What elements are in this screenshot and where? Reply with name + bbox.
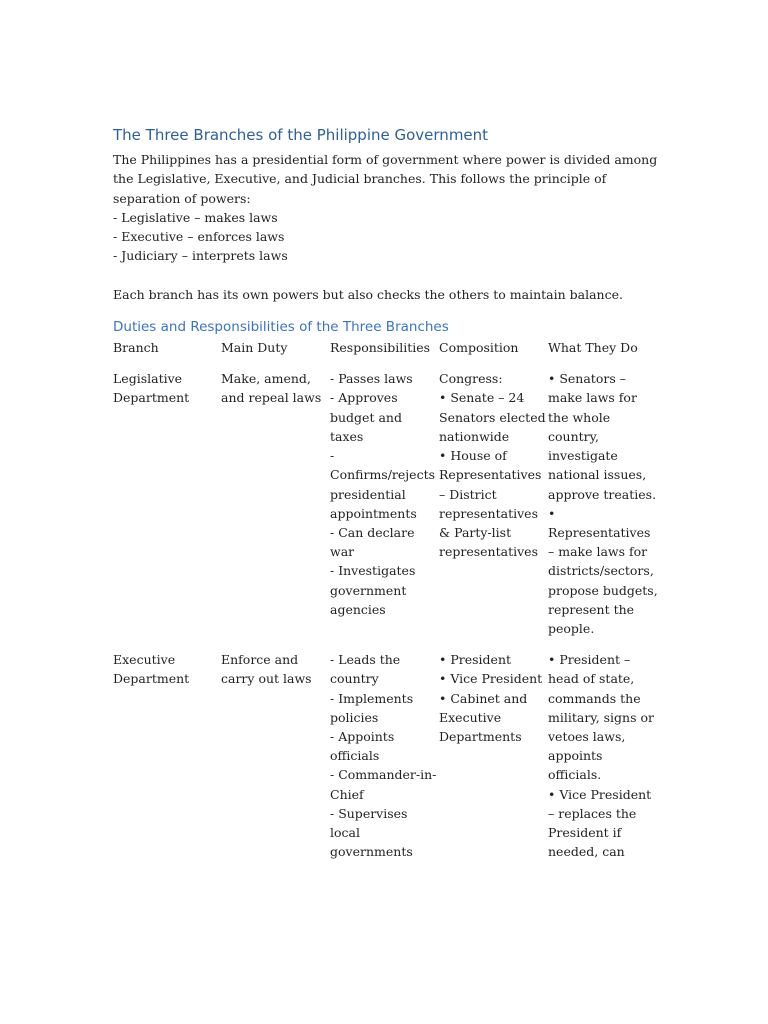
intro-paragraph [113, 150, 658, 208]
branch-list-item: - Judiciary – interprets laws [113, 248, 288, 264]
responsibilities-cell [330, 369, 439, 650]
responsibility-item: - Investigates government agencies [330, 563, 416, 617]
composition-cell [439, 650, 548, 873]
composition-item: • Senate – 24 Senators elected nationwide [439, 390, 546, 444]
responsibility-item: - Can declare war [330, 524, 415, 560]
composition-item: • President [439, 652, 512, 668]
what-they-do-cell [548, 369, 658, 650]
role-description: • President – head of state, commands the military, signs or vetoes laws, appoints officials. [548, 652, 654, 783]
branch-list-item: - Executive – enforces laws [113, 229, 285, 245]
responsibility-item: - Commander-in-Chief [330, 767, 437, 802]
responsibility-item: - Approves budget and taxes [330, 390, 402, 444]
what-they-do-cell [548, 650, 658, 873]
responsibility-item: - Appoints officials [330, 728, 395, 764]
role-description: • Representatives – make laws for districts/sectors, propose budgets, represent the people. [548, 505, 658, 636]
composition-item: • Vice President [439, 671, 543, 687]
main-duty-cell: Make, amend, and repeal laws [221, 371, 322, 406]
column-header-what-they-do: What They Do [548, 340, 638, 356]
document-title: The Three Branches of the Philippine Government [113, 126, 489, 144]
branch-cell: Legislative Department [113, 371, 190, 406]
table-row-executive [113, 650, 658, 873]
responsibility-item: - Supervises local governments [330, 805, 413, 860]
composition-item: • Cabinet and Executive Departments [439, 690, 528, 744]
closing-paragraph: Each branch has its own powers but also checks the others to maintain balance. [113, 286, 623, 302]
branch-list-item: - Legislative – makes laws [113, 209, 278, 225]
role-description: • Vice President – replaces the President if needed, can [548, 786, 652, 860]
column-header-composition: Composition [439, 340, 519, 356]
role-description: • Senators – make laws for the whole country, investigate national issues, approve treaties. [548, 371, 657, 502]
table-header-row [113, 338, 658, 369]
main-duty-cell: Enforce and carry out laws [221, 652, 312, 687]
section-heading: Duties and Responsibilities of the Three Branches [113, 319, 449, 336]
responsibilities-cell [330, 650, 439, 873]
responsibility-item: - Passes laws [330, 371, 413, 387]
responsibility-item: - Implements policies [330, 690, 414, 725]
document-content [113, 124, 658, 873]
composition-item: • House of Representatives – District representatives & Party-list representatives [439, 448, 542, 560]
table-row-legislative [113, 369, 658, 650]
branch-list [113, 208, 658, 266]
composition-item: Congress: [439, 371, 503, 387]
column-header-main-duty: Main Duty [221, 340, 288, 356]
intro-text: The Philippines has a presidential form of government where power is divided among the Legislative, Executive, and Judicial branches. This follows the principle of separation of powers: [113, 152, 658, 206]
composition-cell [439, 369, 548, 650]
column-header-responsibilities: Responsibilities [330, 340, 431, 356]
column-header-branch: Branch [113, 340, 159, 356]
responsibility-item: - Leads the country [330, 652, 401, 687]
duties-table [113, 338, 658, 873]
branch-cell: Executive Department [113, 652, 190, 687]
responsibility-item: - Confirms/rejects presidential appointments [330, 448, 436, 521]
